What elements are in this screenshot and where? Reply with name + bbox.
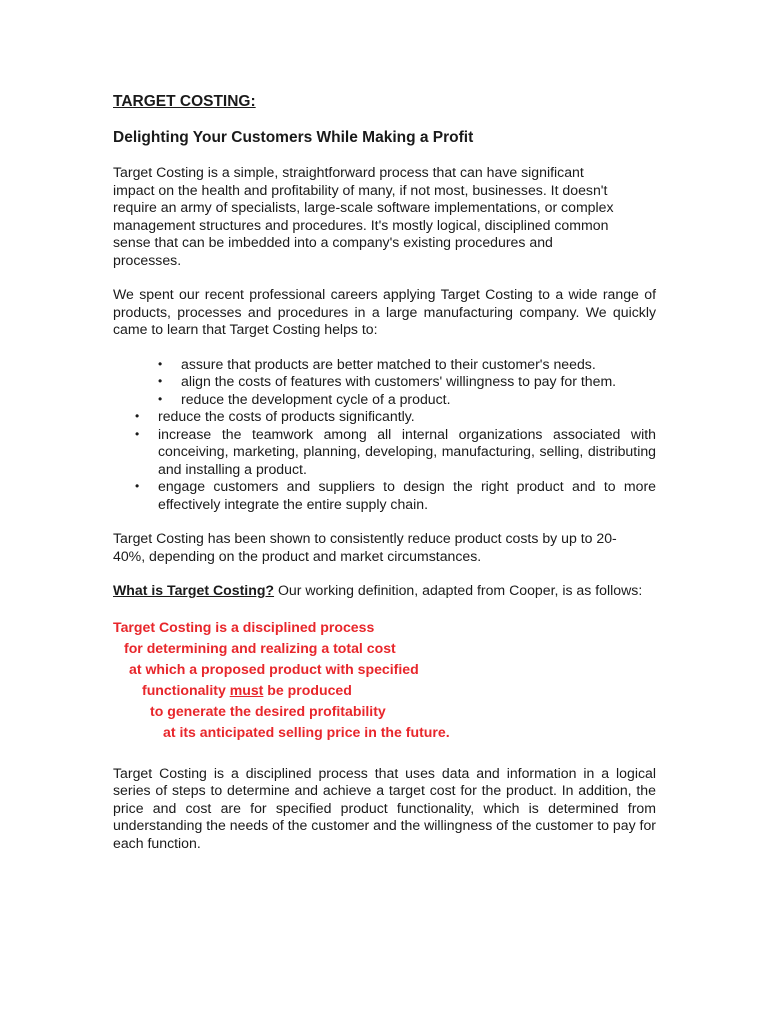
bullet-icon: • xyxy=(158,374,163,388)
list-item xyxy=(113,426,656,479)
bullet-icon: • xyxy=(158,356,163,371)
definition-line: Target Costing is a disciplined process xyxy=(113,618,375,635)
intro-line: Target Costing is a simple, straightforward process that can have significant xyxy=(113,164,584,180)
results-line: 40%, depending on the product and market circumstances. xyxy=(113,547,482,564)
list-item-text: align the costs of features with customers' willingness to pay for them. xyxy=(181,373,617,389)
definition-line: to generate the desired profitability xyxy=(150,702,386,719)
definition-paragraph xyxy=(113,582,656,600)
intro-line: impact on the health and profitability of many, if not most, businesses. It doesn't xyxy=(113,181,608,198)
list-item xyxy=(113,356,656,374)
bullet-icon: • xyxy=(158,391,163,406)
bullet-icon: • xyxy=(135,409,140,423)
list-item xyxy=(113,373,656,391)
careers-paragraph: We spent our recent professional careers applying Target Costing to a wide range of products, processes and procedures in a large manufacturing company. We quickly came to learn that Target Costing helps to: xyxy=(113,286,656,337)
intro-line: sense that can be imbedded into a company's existing procedures and xyxy=(113,234,553,250)
document-subtitle: Delighting Your Customers While Making a Profit xyxy=(113,129,474,146)
list-item xyxy=(113,391,656,409)
document-page xyxy=(113,92,656,869)
document-title: TARGET COSTING: xyxy=(113,93,256,110)
definition-quote xyxy=(113,617,656,743)
definition-line: at which a proposed product with specified xyxy=(129,660,419,677)
intro-line: processes. xyxy=(113,251,182,268)
results-line: Target Costing has been shown to consistently reduce product costs by up to 20- xyxy=(113,530,617,546)
definition-heading: What is Target Costing? xyxy=(113,582,275,598)
intro-line: management structures and procedures. It's mostly logical, disciplined common xyxy=(113,216,609,233)
list-item xyxy=(113,408,656,426)
results-paragraph xyxy=(113,530,656,565)
definition-line: for determining and realizing a total cost xyxy=(124,639,396,656)
definition-line xyxy=(113,680,656,701)
bullet-icon: • xyxy=(135,479,140,493)
list-item xyxy=(113,478,656,513)
list-item-text: assure that products are better matched to their customer's needs. xyxy=(181,355,596,372)
emphasis-must: must xyxy=(229,681,264,698)
list-item-text: engage customers and suppliers to design the right product and to more effectively integrate the entire supply chain. xyxy=(158,478,656,512)
process-paragraph: Target Costing is a disciplined process that uses data and information in a logical series of steps to determine and achieve a target cost for the product. In addition, the price and cost are for specified product functionality, which is determined from understanding the needs of the customer and the willingness of the customer to pay for each function. xyxy=(113,764,656,851)
definition-line: at its anticipated selling price in the future. xyxy=(163,723,450,740)
definition-line-part: functionality xyxy=(142,681,230,698)
list-item-text: reduce the development cycle of a product. xyxy=(181,390,451,407)
bullet-icon: • xyxy=(135,426,140,441)
definition-line-part: be produced xyxy=(263,681,352,698)
benefits-list xyxy=(113,356,656,514)
intro-paragraph xyxy=(113,164,656,269)
intro-line: require an army of specialists, large-scale software implementations, or complex xyxy=(113,199,614,215)
list-item-text: increase the teamwork among all internal organizations associated with conceiving, marketing, planning, developing, manufacturing, selling, distributing and installing a product. xyxy=(158,425,656,477)
definition-intro: Our working definition, adapted from Cooper, is as follows: xyxy=(274,582,643,598)
list-item-text: reduce the costs of products significantly. xyxy=(158,408,415,424)
